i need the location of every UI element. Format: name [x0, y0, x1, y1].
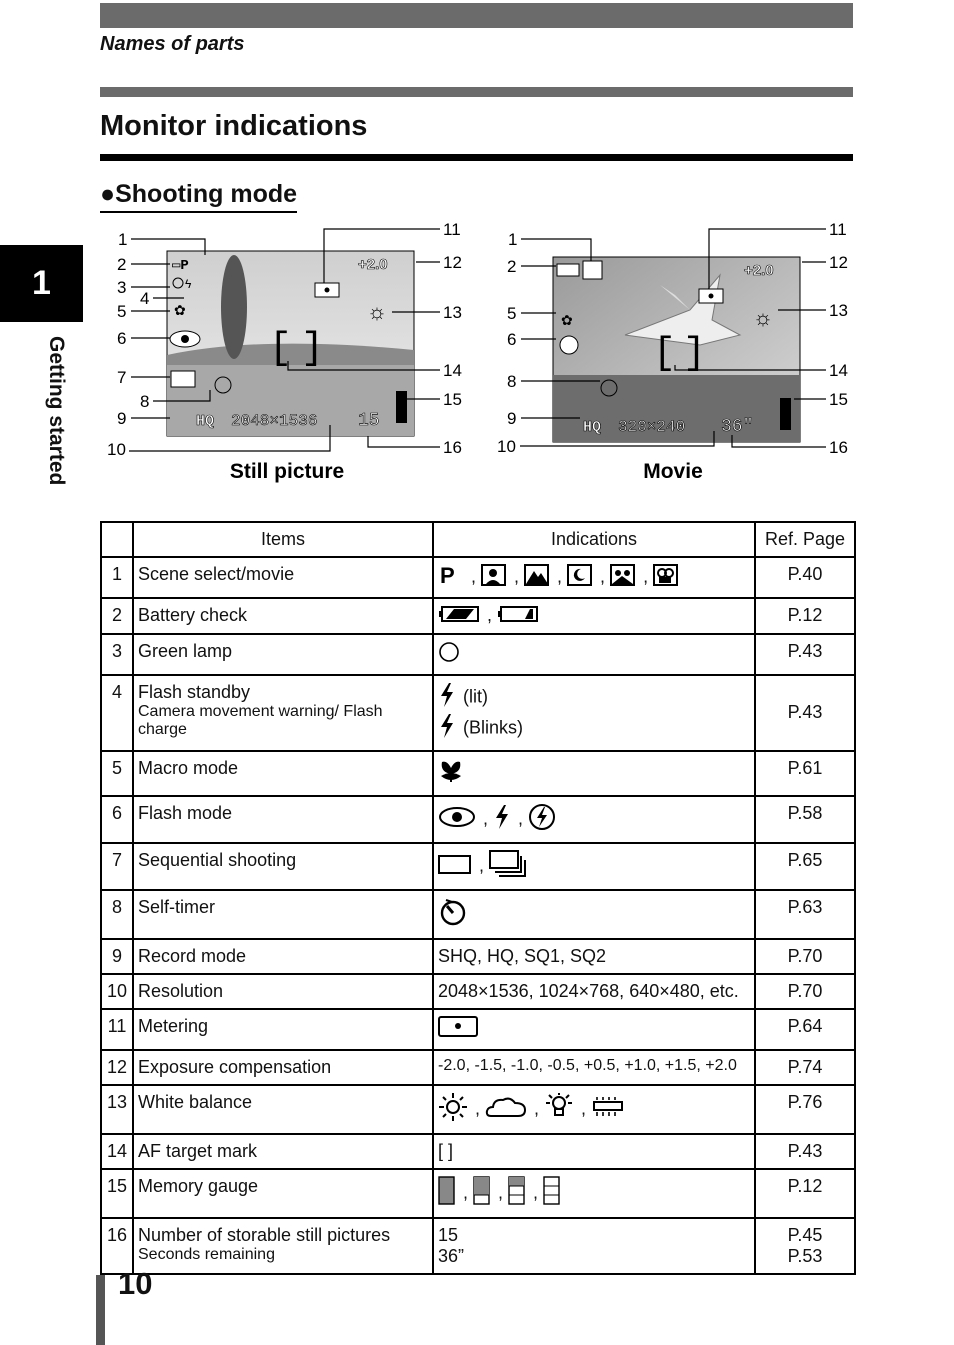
svg-text:[: [ — [653, 332, 676, 375]
svg-text:4: 4 — [140, 289, 150, 308]
flash-icon — [438, 713, 456, 744]
monitor-diagrams — [100, 215, 860, 510]
header-bar — [100, 3, 853, 28]
ref-page: P.76 — [787, 1091, 823, 1112]
title-bar — [100, 87, 853, 97]
item-cell — [133, 939, 433, 974]
table-row — [101, 1009, 855, 1050]
header-items: Items — [133, 522, 433, 557]
indication-cell — [433, 1009, 755, 1050]
svg-text:]: ] — [301, 327, 324, 370]
row-number: 4 — [101, 675, 133, 751]
item-label: Metering — [138, 1015, 209, 1036]
table-row — [101, 1050, 855, 1085]
item-label: Record mode — [138, 945, 247, 966]
svg-text:12: 12 — [829, 253, 848, 272]
still-screen — [167, 251, 414, 436]
indication-cell — [433, 1134, 755, 1169]
movie-record-mode: HQ — [583, 419, 602, 436]
svg-text:☼: ☼ — [752, 305, 774, 330]
item-label: Green lamp — [138, 640, 233, 661]
item-cell — [133, 1218, 433, 1274]
spot-metering-icon — [438, 1016, 480, 1043]
memory-gauge-empty-icon — [543, 1176, 561, 1211]
ref-page: P.40 — [787, 564, 823, 584]
green-lamp-icon — [438, 641, 460, 668]
item-label: Exposure compensation — [138, 1056, 332, 1077]
item-label: Battery check — [138, 605, 248, 625]
battery-low-icon — [497, 606, 539, 627]
svg-text:16: 16 — [443, 438, 462, 457]
item-label-secondary: Seconds remaining — [138, 1245, 275, 1263]
item-cell — [133, 890, 433, 939]
indication-cell — [433, 1218, 755, 1274]
tungsten-icon — [544, 1092, 574, 1127]
item-label: Macro mode — [138, 757, 239, 778]
self-timer-icon — [438, 897, 468, 932]
row-number: 13 — [101, 1085, 133, 1134]
ref-cell — [755, 1218, 855, 1274]
ref-page-secondary: P.53 — [787, 1245, 823, 1266]
ref-cell — [755, 796, 855, 843]
table-row — [101, 634, 855, 675]
chapter-tab — [0, 245, 83, 322]
item-cell — [133, 634, 433, 675]
flash-icon — [493, 804, 511, 835]
movie-screen — [553, 257, 800, 442]
svg-text:15: 15 — [829, 390, 848, 409]
ref-cell — [755, 557, 855, 598]
row-number: 2 — [101, 598, 133, 634]
svg-text:13: 13 — [443, 303, 462, 322]
svg-text:10: 10 — [107, 440, 126, 459]
row-number: 11 — [101, 1009, 133, 1050]
item-cell — [133, 598, 433, 634]
row-number: 16 — [101, 1218, 133, 1274]
svg-text:16: 16 — [829, 438, 848, 457]
table-row — [101, 557, 855, 598]
table-row — [101, 890, 855, 939]
ref-page: P.65 — [787, 849, 823, 870]
title-rule — [100, 154, 853, 161]
row-number: 9 — [101, 939, 133, 974]
ref-page: P.74 — [787, 1056, 823, 1077]
row-number: 12 — [101, 1050, 133, 1085]
landscape-icon — [524, 564, 550, 591]
fluorescent-icon — [591, 1096, 625, 1123]
ref-page: P.61 — [787, 757, 823, 778]
indication-text-secondary: (Blinks) — [463, 717, 524, 737]
item-cell — [133, 1009, 433, 1050]
sunny-icon — [438, 1092, 468, 1127]
item-cell — [133, 1169, 433, 1218]
memory-gauge-2-icon — [508, 1176, 526, 1211]
svg-text:5: 5 — [117, 302, 127, 321]
item-label: Self-timer — [138, 896, 216, 917]
svg-text:8: 8 — [140, 392, 150, 411]
indication-text: 15 — [438, 1224, 459, 1245]
indication-cell: , , , — [433, 1169, 755, 1218]
macro-icon — [438, 758, 464, 789]
flash-off-icon — [528, 803, 556, 836]
item-label: Number of storable still pictures — [138, 1224, 391, 1245]
item-cell — [133, 675, 433, 751]
ref-cell — [755, 974, 855, 1009]
table-row — [101, 796, 855, 843]
row-number: 15 — [101, 1169, 133, 1218]
ref-page: P.43 — [787, 702, 823, 723]
header-ref: Ref. Page — [755, 522, 855, 557]
indication-text: [ ] — [438, 1140, 454, 1161]
table-row — [101, 1134, 855, 1169]
ref-cell — [755, 843, 855, 890]
item-cell — [133, 1134, 433, 1169]
svg-text:3: 3 — [117, 278, 127, 297]
page-title: Monitor indications — [100, 110, 368, 142]
indication-cell: , , , — [433, 1085, 755, 1134]
svg-text:9: 9 — [117, 409, 127, 428]
memory-gauge-3-icon — [473, 1176, 491, 1211]
ref-page: P.70 — [787, 980, 823, 1001]
ref-page: P.45 — [787, 1224, 823, 1245]
ref-page: P.12 — [787, 605, 823, 625]
row-number: 10 — [101, 974, 133, 1009]
table-row — [101, 598, 855, 634]
header-number — [101, 522, 133, 557]
ref-page: P.58 — [787, 802, 823, 823]
indication-text: (lit) — [463, 686, 489, 706]
ref-cell — [755, 1009, 855, 1050]
row-number: 1 — [101, 557, 133, 598]
ref-page: P.64 — [787, 1015, 823, 1036]
row-number: 14 — [101, 1134, 133, 1169]
chapter-label: Getting started — [45, 336, 68, 486]
item-label-secondary: Camera movement warning/ Flash charge — [138, 702, 383, 738]
item-label: White balance — [138, 1091, 253, 1112]
program-icon — [438, 564, 464, 591]
svg-text:8: 8 — [507, 372, 517, 391]
ref-page: P.12 — [787, 1175, 823, 1196]
movie-ev: +2.0 — [744, 262, 774, 279]
item-label: Flash standby — [138, 681, 251, 702]
table-row — [101, 1085, 855, 1134]
item-label: Scene select/movie — [138, 564, 295, 584]
still-resolution: 2048×1536 — [231, 412, 318, 430]
svg-text:✿: ✿ — [561, 312, 573, 328]
svg-text:14: 14 — [443, 361, 462, 380]
svg-text:☼: ☼ — [366, 299, 388, 324]
table-row — [101, 939, 855, 974]
table-row — [101, 1218, 855, 1274]
indication-cell: , — [433, 598, 755, 634]
still-ev: +2.0 — [358, 256, 388, 273]
bullet-icon: ● — [100, 180, 116, 208]
item-cell — [133, 1085, 433, 1134]
indication-cell: , — [433, 843, 755, 890]
ref-page: P.43 — [787, 640, 823, 661]
item-label: Sequential shooting — [138, 849, 297, 870]
row-number: 7 — [101, 843, 133, 890]
table-row — [101, 1169, 855, 1218]
still-caption: Still picture — [229, 460, 345, 483]
indication-cell — [433, 890, 755, 939]
indication-cell: , , — [433, 796, 755, 843]
table-row — [101, 675, 855, 751]
ref-cell — [755, 598, 855, 634]
svg-text:1: 1 — [118, 230, 128, 249]
svg-text:✿: ✿ — [174, 302, 186, 318]
ref-page: P.43 — [787, 1140, 823, 1161]
ref-cell — [755, 675, 855, 751]
svg-text:9: 9 — [507, 409, 517, 428]
night-scene-icon — [567, 564, 593, 591]
ref-cell — [755, 1169, 855, 1218]
page-number-bar — [96, 1275, 105, 1345]
svg-text:10: 10 — [497, 437, 516, 456]
svg-text:1: 1 — [508, 230, 518, 249]
portrait-icon — [481, 564, 507, 591]
movie-resolution: 320×240 — [618, 418, 686, 436]
svg-text:ϟ: ϟ — [185, 277, 192, 291]
svg-text:P: P — [440, 564, 455, 586]
svg-text:[: [ — [269, 327, 292, 370]
flash-icon — [438, 682, 456, 713]
svg-text:5: 5 — [507, 304, 517, 323]
row-number: 3 — [101, 634, 133, 675]
subtitle — [100, 180, 297, 213]
ref-cell — [755, 1050, 855, 1085]
svg-text:14: 14 — [829, 361, 848, 380]
ref-cell — [755, 634, 855, 675]
indication-cell: P , , , , , — [433, 557, 755, 598]
page-number: 10 — [118, 1266, 153, 1301]
indication-cell — [433, 634, 755, 675]
section-title: Names of parts — [100, 33, 245, 55]
ref-cell — [755, 890, 855, 939]
ref-page: P.63 — [787, 896, 823, 917]
svg-text:6: 6 — [507, 330, 517, 349]
item-cell — [133, 751, 433, 796]
header-indications: Indications — [433, 522, 755, 557]
item-cell — [133, 974, 433, 1009]
ref-cell — [755, 939, 855, 974]
table-row — [101, 974, 855, 1009]
item-label: AF target mark — [138, 1140, 258, 1161]
item-cell — [133, 843, 433, 890]
svg-text:2: 2 — [507, 257, 517, 276]
item-label: Memory gauge — [138, 1175, 259, 1196]
red-eye-icon — [438, 806, 476, 833]
row-number: 5 — [101, 751, 133, 796]
ref-cell — [755, 751, 855, 796]
indications-table — [100, 521, 856, 1275]
row-number: 8 — [101, 890, 133, 939]
svg-text:13: 13 — [829, 301, 848, 320]
item-cell — [133, 796, 433, 843]
ref-cell — [755, 1134, 855, 1169]
still-record-mode: HQ — [196, 413, 215, 430]
still-count: 15 — [358, 411, 380, 431]
item-cell — [133, 1050, 433, 1085]
cloudy-icon — [485, 1095, 527, 1124]
movie-seconds: 36" — [721, 417, 754, 437]
svg-text:11: 11 — [829, 220, 847, 239]
indication-text-secondary: 36” — [438, 1245, 465, 1266]
svg-text:15: 15 — [443, 390, 462, 409]
indication-cell — [433, 675, 755, 751]
ref-page: P.70 — [787, 945, 823, 966]
svg-text:▭P: ▭P — [172, 258, 189, 274]
indication-cell — [433, 751, 755, 796]
table-header-row — [101, 522, 855, 557]
svg-text:12: 12 — [443, 253, 462, 272]
single-frame-icon — [438, 853, 472, 880]
indication-cell — [433, 939, 755, 974]
svg-text:11: 11 — [443, 220, 461, 239]
landscape-portrait-icon — [610, 564, 636, 591]
battery-full-icon — [438, 606, 480, 627]
svg-text:2: 2 — [117, 255, 127, 274]
chapter-number: 1 — [32, 264, 51, 302]
subtitle-text: Shooting mode — [115, 180, 298, 208]
indication-cell — [433, 974, 755, 1009]
svg-text:7: 7 — [117, 368, 127, 387]
indication-cell — [433, 1050, 755, 1085]
indication-text: SHQ, HQ, SQ1, SQ2 — [438, 945, 607, 966]
item-label: Resolution — [138, 980, 224, 1001]
svg-text:6: 6 — [117, 329, 127, 348]
indication-text: 2048×1536, 1024×768, 640×480, etc. — [438, 980, 739, 1001]
svg-text:]: ] — [683, 332, 706, 375]
item-cell — [133, 557, 433, 598]
table-row — [101, 843, 855, 890]
indication-text: -2.0, -1.5, -1.0, -0.5, +0.5, +1.0, +1.5, +2.0 — [438, 1056, 737, 1074]
ref-cell — [755, 1085, 855, 1134]
movie-icon — [653, 564, 679, 591]
row-number: 6 — [101, 796, 133, 843]
sequential-icon — [489, 850, 529, 883]
table-row — [101, 751, 855, 796]
memory-gauge-full-icon — [438, 1176, 456, 1211]
item-label: Flash mode — [138, 802, 233, 823]
movie-caption: Movie — [643, 460, 703, 483]
